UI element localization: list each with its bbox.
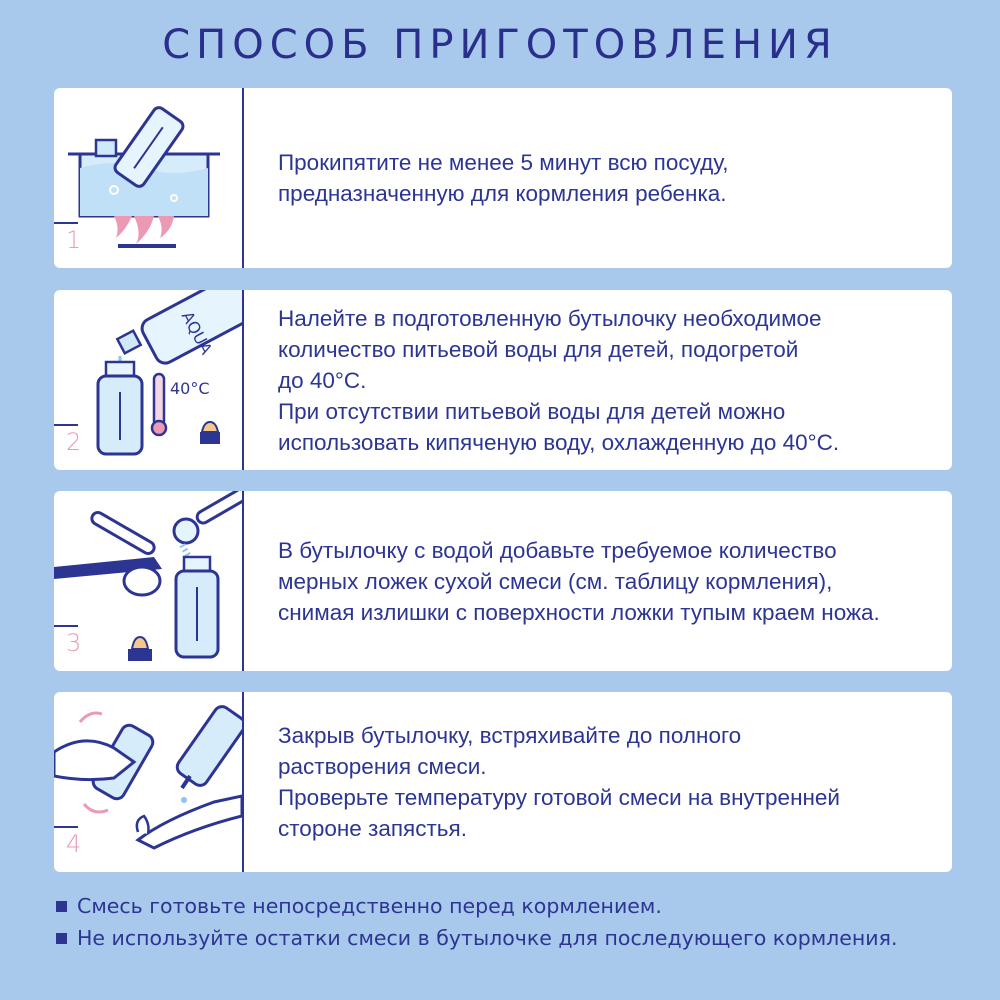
step-card-3 (54, 491, 952, 671)
step-number-line (54, 625, 78, 627)
step-line: растворения смеси. (278, 754, 487, 779)
card-divider (242, 491, 244, 671)
card-divider (242, 692, 244, 872)
step-card-2 (54, 290, 952, 470)
page-title: СПОСОБ ПРИГОТОВЛЕНИЯ (162, 22, 838, 68)
step-number: 1 (66, 226, 82, 254)
step-line: Закрыв бутылочку, встряхивайте до полного (278, 723, 742, 748)
step-text (278, 692, 932, 872)
boiling-pot-icon (54, 88, 242, 268)
step-number: 4 (66, 830, 82, 858)
step-card-1 (54, 88, 952, 268)
step-text (278, 88, 932, 268)
step-line: Прокипятите не менее 5 минут всю посуду, (278, 150, 729, 175)
step-line: стороне запястья. (278, 816, 467, 841)
note-item (56, 922, 986, 954)
step-line: Налейте в подготовленную бутылочку необходимое (278, 305, 822, 331)
shake-bottle-icon (54, 692, 242, 872)
step-line: количество питьевой воды для детей, подогретой (278, 336, 799, 362)
step-number-line (54, 222, 78, 224)
aqua-label: AQUA (177, 308, 217, 358)
step-text (278, 290, 932, 470)
note-item (56, 890, 986, 922)
note-text: Не используйте остатки смеси в бутылочке для последующего кормления. (77, 926, 898, 950)
step-number: 3 (66, 629, 82, 657)
card-divider (242, 88, 244, 268)
note-text: Смесь готовьте непосредственно перед кормлением. (77, 894, 662, 918)
step-line: снимая излишки с поверхности ложки тупым краем ножа. (278, 599, 880, 625)
step-line: В бутылочку с водой добавьте требуемое количество (278, 537, 837, 563)
step-line: использовать кипяченую воду, охлажденную до 40°C. (278, 429, 840, 455)
thermometer-label: 40°C (170, 379, 210, 398)
step-number-line (54, 826, 78, 828)
step-line: мерных ложек сухой смеси (см. таблицу кормления), (278, 568, 833, 594)
square-bullet-icon (56, 933, 67, 944)
step-card-4 (54, 692, 952, 872)
pouring-water-icon (54, 290, 242, 470)
step-text (278, 491, 932, 671)
step-line: При отсутствии питьевой воды для детей можно (278, 398, 786, 424)
card-divider (242, 290, 244, 470)
step-line: предназначенную для кормления ребенка. (278, 181, 727, 206)
step-number-line (54, 424, 78, 426)
step-line: до 40°C. (278, 367, 367, 393)
square-bullet-icon (56, 901, 67, 912)
measuring-spoon-icon (54, 491, 242, 671)
step-line: Проверьте температуру готовой смеси на внутренней (278, 785, 841, 810)
step-number: 2 (66, 428, 82, 456)
notes-list (56, 890, 986, 954)
